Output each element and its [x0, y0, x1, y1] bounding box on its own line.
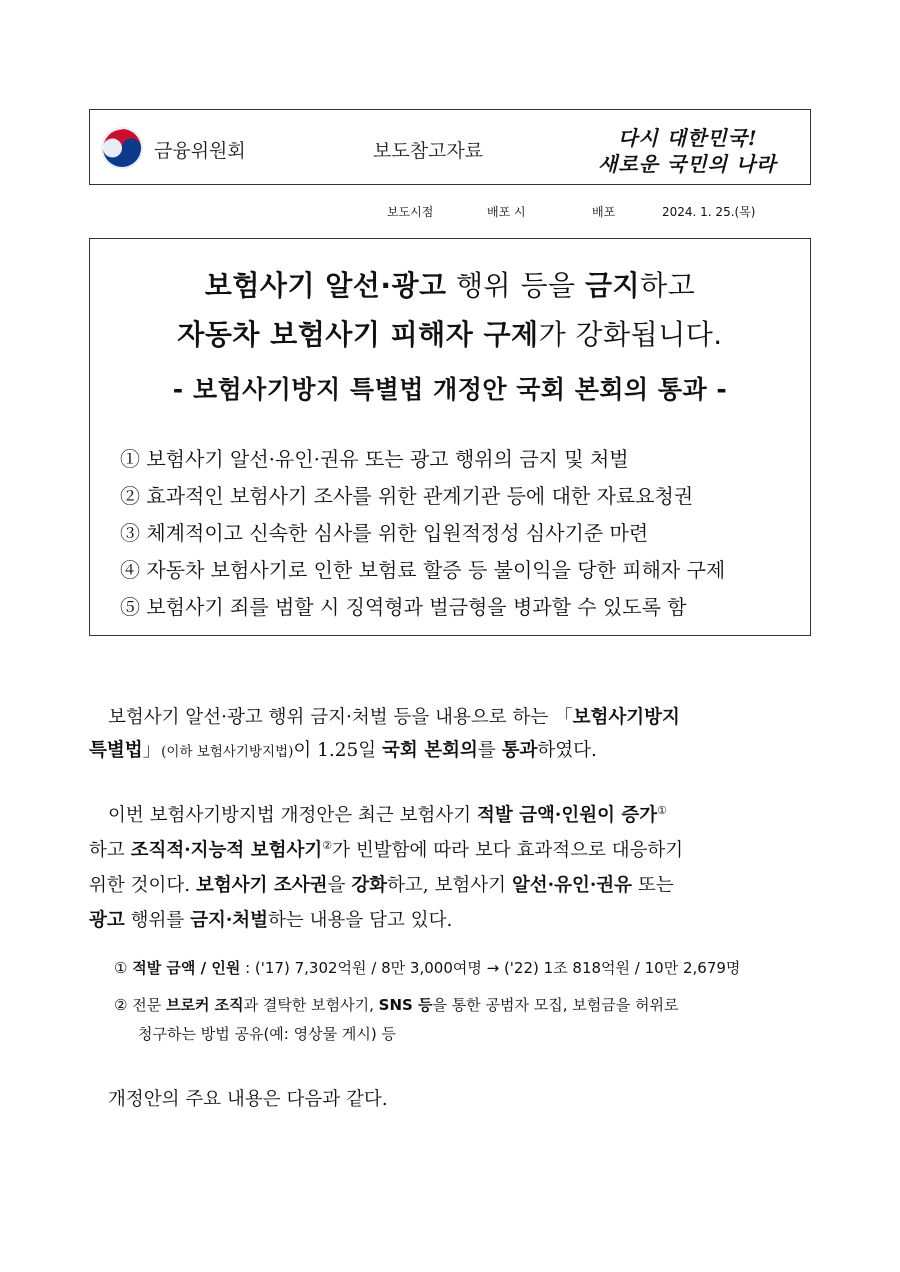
key-point: ② 효과적인 보험사기 조사를 위한 관계기관 등에 대한 자료요청권: [120, 484, 694, 508]
org-name: 금융위원회: [154, 140, 246, 162]
text-span: 」: [142, 740, 162, 761]
footnote-number: ①: [114, 959, 128, 977]
text-span: 하는 내용을 담고 있다.: [268, 910, 453, 931]
header-box: [89, 109, 811, 185]
footnote-1: [114, 957, 740, 978]
paragraph-1-line-2: [89, 736, 597, 762]
footnote-2-line-2: 청구하는 방법 공유(예: 영상물 게시) 등: [138, 1025, 396, 1043]
paragraph-2-line-4: [89, 906, 452, 932]
release-label: 보도시점: [387, 205, 434, 219]
bold-span: 알선·유인·권유: [511, 875, 633, 896]
release-value: 배포 시: [487, 205, 526, 219]
paragraph-1-line-1: [108, 703, 680, 729]
footnote-number: ②: [114, 996, 128, 1014]
bold-span: 적발 금액·인원이 증가: [476, 805, 658, 826]
text-span: 위한 것이다.: [89, 875, 196, 896]
text-span: : ('17) 7,302억원 / 8만 3,000여명 → ('22) 1조 818억원 / 10만 2,679명: [240, 959, 741, 977]
key-point: ④ 자동차 보험사기로 인한 보험료 할증 등 불이익을 당한 피해자 구제: [120, 558, 726, 582]
text-span: 하였다.: [537, 740, 597, 761]
headline-text-3: 가 강화됩니다.: [538, 318, 723, 351]
bold-span: 통과: [501, 740, 538, 761]
slogan-calligraphy: [598, 122, 803, 176]
paragraph-2-line-1: [108, 801, 667, 827]
text-span: 을: [327, 875, 352, 896]
text-span: 을 통한 공범자 모집, 보험금을 허위로: [432, 996, 679, 1014]
text-span: 보험사기 알선·광고 행위 금지·처벌 등을 내용으로 하는 「: [108, 707, 573, 728]
text-span: 행위를: [124, 910, 191, 931]
paragraph-2-line-3: [89, 871, 674, 897]
headline-line-2: [90, 313, 810, 353]
key-point: ③ 체계적이고 신속한 심사를 위한 입원적정성 심사기준 마련: [120, 521, 649, 545]
bold-span: 강화: [351, 875, 388, 896]
text-span: 이번 보험사기방지법 개정안은 최근 보험사기: [108, 805, 477, 826]
subtitle: - 보험사기방지 특별법 개정안 국회 본회의 통과 -: [172, 375, 728, 404]
slogan-line-2: 새로운 국민의 나라: [598, 152, 777, 176]
text-span: 이 1.25일: [293, 740, 383, 761]
bold-span: 광고: [89, 910, 125, 931]
bold-span: 국회 본회의: [382, 740, 478, 761]
text-span: 하고, 보험사기: [387, 875, 512, 896]
bold-span: 적발 금액 / 인원: [132, 959, 241, 977]
paragraph-3: 개정안의 주요 내용은 다음과 같다.: [108, 1089, 388, 1110]
text-span: 또는: [632, 875, 674, 896]
paragraph-2-line-2: [89, 836, 683, 862]
headline-text-1: 행위 등을: [446, 269, 585, 302]
footnote-2-line-1: [114, 994, 679, 1015]
abbrev-note: (이하 보험사기방지법): [161, 744, 294, 760]
text-span: 전문: [132, 996, 166, 1014]
footnote-ref-1: ①: [657, 803, 668, 817]
summary-box: [89, 238, 811, 636]
bold-span: 보험사기방지: [572, 707, 680, 728]
text-span: 를: [477, 740, 502, 761]
headline-bold-2: 금지: [584, 269, 641, 302]
headline-bold-1: 보험사기 알선·광고: [204, 269, 447, 302]
headline-text-2: 하고: [640, 269, 696, 302]
key-point: ① 보험사기 알선·유인·권유 또는 광고 행위의 금지 및 처벌: [120, 447, 629, 471]
bold-span: 특별법: [89, 740, 143, 761]
bold-span: 보험사기 조사권: [196, 875, 328, 896]
bold-span: 금지·처벌: [190, 910, 269, 931]
footnote-ref-2: ②: [322, 838, 333, 852]
bold-span: SNS 등: [378, 996, 433, 1014]
release-date: 2024. 1. 25.(목): [662, 205, 756, 219]
headline-line-1: [90, 264, 810, 304]
headline-bold-3: 자동차 보험사기 피해자 구제: [177, 318, 539, 351]
bold-span: 조직적·지능적 보험사기: [130, 840, 323, 861]
distribution-label: 배포: [592, 205, 616, 219]
slogan-line-1: 다시 대한민국!: [618, 126, 758, 150]
text-span: 과 결탁한 보험사기,: [243, 996, 379, 1014]
doc-type-label: 보도참고자료: [373, 140, 484, 162]
key-point: ⑤ 보험사기 죄를 범할 시 징역형과 벌금형을 병과할 수 있도록 함: [120, 595, 687, 619]
text-span: 가 빈발함에 따라 보다 효과적으로 대응하기: [332, 840, 684, 861]
text-span: 하고: [89, 840, 131, 861]
government-taegeuk-logo-icon: [100, 126, 144, 170]
bold-span: 브로커 조직: [165, 996, 244, 1014]
